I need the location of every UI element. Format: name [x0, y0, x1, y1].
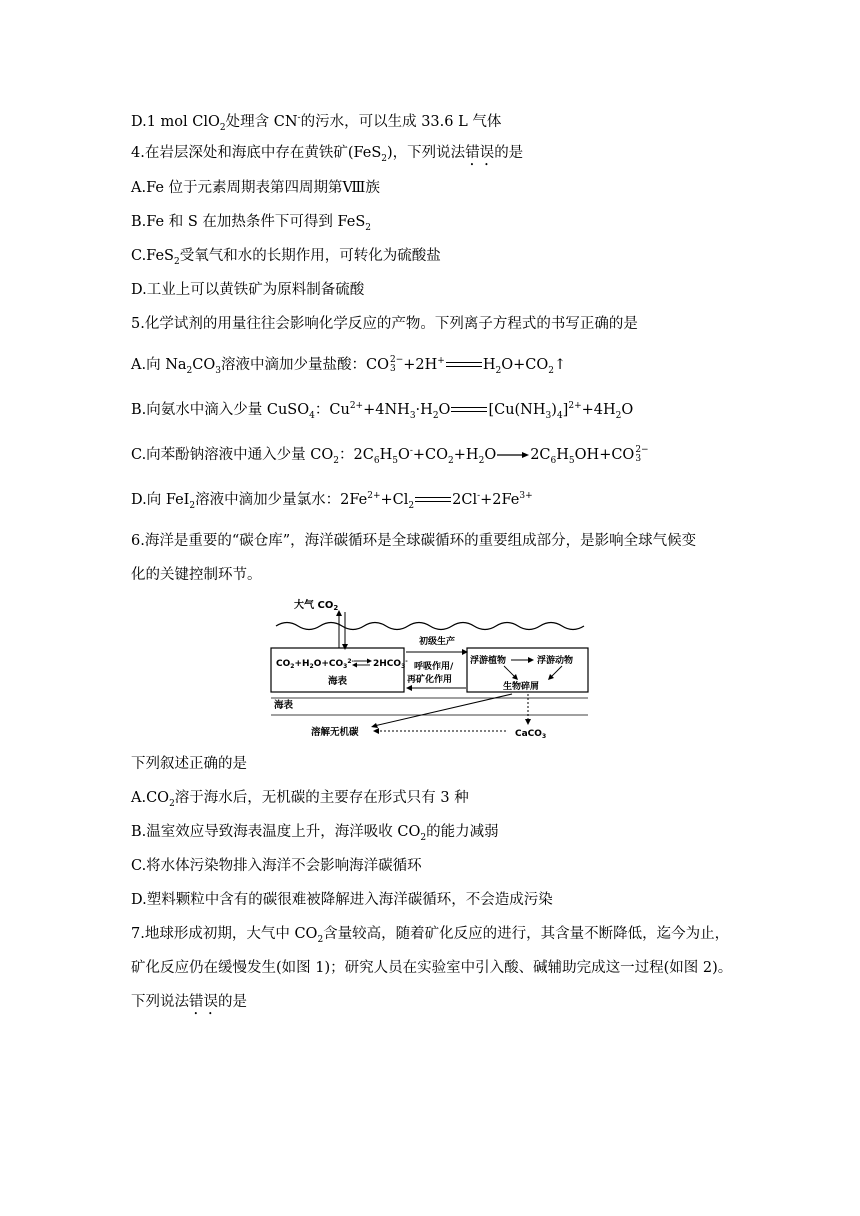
q6-option-d: D.塑料颗粒中含有的碳很难被降解进入海洋碳循环，不会造成污染: [131, 892, 553, 908]
q4-stem: 4.在岩层深处和海底中存在黄铁矿(FeS$_2$)，下列说法错误的是: [131, 145, 524, 164]
zooplankton-label: 浮游动物: [537, 656, 574, 666]
sea-surface-box-label: 海表: [328, 676, 348, 687]
q6-stem-line1: 6.海洋是重要的“碳仓库”，海洋碳循环是全球碳循环的重要组成部分，是影响全球气候变: [131, 533, 697, 549]
q4-option-a: A.Fe 位于元素周期表第四周期第Ⅷ族: [131, 180, 380, 196]
ocean-carbon-cycle-diagram: [268, 594, 592, 740]
equals-sign: [415, 496, 451, 504]
reaction-arrow-icon: [496, 450, 530, 460]
q6-option-b: B.温室效应导致海表温度上升，海洋吸收 $CO_2$的能力减弱: [131, 824, 499, 843]
q5-option-d: D.向 FeI$_2$溶液中滴加少量氯水：$2Fe^{2+}+Cl_2$ $2Cl^-+2Fe^{3+}$: [131, 491, 533, 511]
phytoplankton-label: 浮游植物: [470, 656, 507, 666]
caco3-label: CaCO$_3$: [515, 729, 547, 740]
q4-option-c: C.FeS$_2$受氧气和水的长期作用，可转化为硫酸盐: [131, 248, 441, 267]
q5-option-b: B.向氨水中滴入少量 CuSO$_4$：$Cu^{2+}+4NH_3\cdot H_2O$ $[Cu(NH_3)_4]^{2+}+4H_2O$: [131, 401, 634, 421]
biological-debris-label: 生物碎屑: [503, 682, 540, 692]
carbonate-equilibrium-label: $CO_2+H_2O+CO_3^{2-}$: [276, 658, 355, 670]
sea-surface-label: 海表: [274, 700, 294, 711]
primary-production-label: 初级生产: [419, 637, 456, 647]
q5-option-c: C.向苯酚钠溶液中通入少量 $CO_2$：$2C_6H_5O^-+CO_2+H_2O$ $2C_6H_5OH+CO2-$ 3: [131, 445, 649, 466]
q5-option-a: A.向 $Na_2CO_3$溶液中滴加少量盐酸：CO2− 3 +2H+ $H_2O+CO_2↑$: [131, 355, 567, 376]
atmosphere-co2-label: 大气 $CO_2$: [294, 600, 339, 612]
q3-option-d: D.1 mol ClO$_2$处理含 CN-的污水，可以生成 33.6 L 气体: [131, 113, 502, 133]
q4-option-b: B.Fe 和 S 在加热条件下可得到 FeS$_2$: [131, 214, 371, 233]
q7-stem-line3: 下列说法错误的是: [131, 994, 247, 1010]
q5-stem: 5.化学试剂的用量往往会影响化学反应的产物。下列离子方程式的书写正确的是: [131, 316, 638, 332]
q7-stem-line2: 矿化反应仍在缓慢发生(如图 1)；研究人员在实验室中引入酸、碱辅助完成这一过程(如图 2)。: [131, 960, 733, 976]
q4-option-d: D.工业上可以黄铁矿为原料制备硫酸: [131, 282, 365, 298]
q6-stem-line2: 化的关键控制环节。: [131, 567, 262, 583]
equals-sign: [446, 361, 482, 369]
svg-text:2HCO3-: $2HCO_3^-$: [373, 658, 408, 670]
wave-line: [276, 623, 584, 630]
remineralization-label: 再矿化作用: [407, 675, 453, 685]
q7-stem-line1: 7.地球形成初期，大气中 $CO_2$含量较高，随着矿化反应的进行，其含量不断降低，迄今为止，: [131, 926, 730, 945]
respiration-label: 呼吸作用/: [414, 662, 454, 672]
q6-question: 下列叙述正确的是: [131, 756, 247, 772]
q6-option-c: C.将水体污染物排入海洋不会影响海洋碳循环: [131, 858, 422, 874]
q6-option-a: $A.CO_2$溶于海水后，无机碳的主要存在形式只有 3 种: [131, 790, 469, 809]
equals-sign: [451, 406, 487, 414]
dissolved-inorganic-carbon-label: 溶解无机碳: [311, 727, 359, 738]
